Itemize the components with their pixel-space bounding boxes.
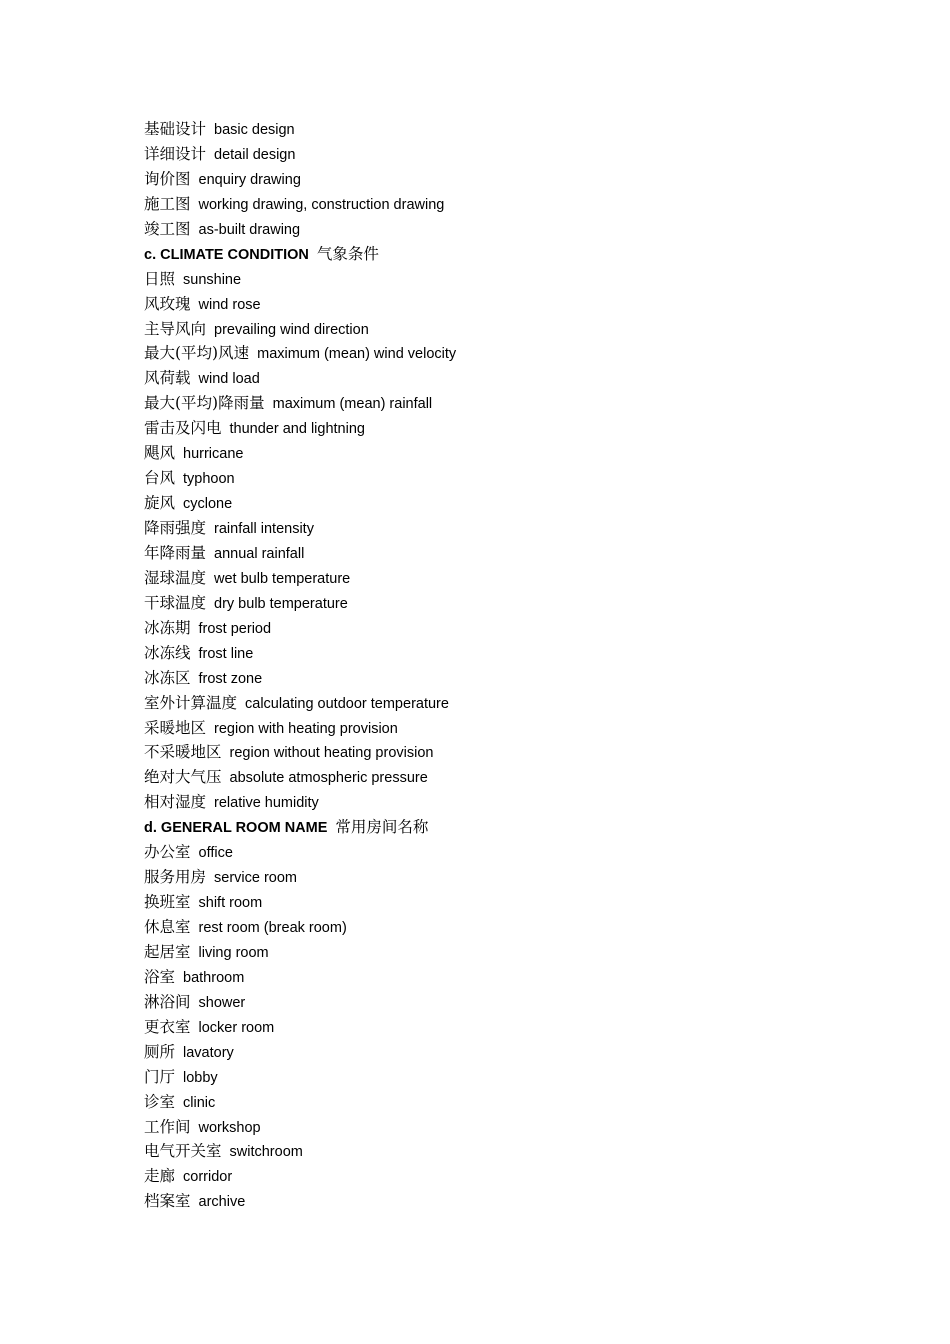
term-chinese: 淋浴间 [144,992,191,1011]
term-english: rainfall intensity [214,521,314,537]
glossary-entry [144,666,844,691]
term-english: frost period [198,620,272,637]
glossary-entry [144,217,844,242]
term-chinese: 最大(平均)风速 [144,344,250,363]
term-english: hurricane [183,446,244,463]
term-english: annual rainfall [214,545,305,562]
glossary-entry [144,341,844,366]
term-chinese: 冰冻期 [144,618,191,637]
glossary-entry [144,591,844,616]
term-english: shift room [198,895,263,912]
glossary-entry [144,1040,844,1065]
glossary-entry [144,267,844,292]
term-english: bathroom [183,969,245,986]
term-chinese: 风玫瑰 [144,294,191,313]
term-english: maximum (mean) rainfall [272,396,433,413]
term-chinese: 最大(平均)降雨量 [144,394,265,413]
glossary-entry [144,1115,844,1140]
term-chinese: 详细设计 [144,144,207,163]
glossary-entry [144,940,844,965]
term-english: shower [198,994,246,1011]
glossary-entry [144,1164,844,1189]
glossary-entry [144,566,844,591]
term-english: maximum (mean) wind velocity [257,346,457,363]
glossary-entry [144,516,844,541]
term-english: detail design [214,146,296,163]
term-chinese: 竣工图 [144,219,191,238]
term-english: thunder and lightning [229,421,365,438]
glossary-entry [144,840,844,865]
term-chinese: 起居室 [144,942,191,961]
term-chinese: 采暖地区 [144,718,207,737]
term-chinese: 厕所 [144,1042,176,1061]
glossary-entry [144,541,844,566]
term-english: as-built drawing [198,221,301,238]
glossary-entry [144,416,844,441]
glossary-entry [144,366,844,391]
term-chinese: 服务用房 [144,868,207,887]
term-chinese: 冰冻线 [144,643,191,662]
glossary-entry [144,1015,844,1040]
term-english: region without heating provision [229,745,434,762]
term-chinese: 休息室 [144,918,191,936]
term-chinese: 走廊 [144,1167,176,1186]
glossary-entry [144,317,844,342]
glossary-entry [144,1090,844,1115]
term-english: frost line [198,645,254,662]
term-english: basic design [214,122,295,138]
glossary-entry [144,1189,844,1214]
glossary-entry [144,1139,844,1164]
glossary-entry [144,990,844,1015]
glossary-entry [144,142,844,167]
glossary-entry [144,117,844,142]
glossary-entry [144,292,844,317]
term-english: frost zone [198,670,263,687]
term-chinese: 雷击及闪电 [144,419,222,438]
glossary-entry [144,965,844,990]
term-chinese: 降雨强度 [144,519,207,537]
glossary-entry [144,491,844,516]
term-english: cyclone [183,496,233,513]
section-heading [144,242,844,267]
glossary-entry [144,641,844,666]
glossary-entry [144,441,844,466]
term-chinese: 年降雨量 [144,543,207,562]
term-english: sunshine [183,271,242,288]
term-chinese: 冰冻区 [144,668,191,687]
term-english: working drawing, construction drawing [198,196,445,213]
term-english: archive [198,1194,246,1211]
term-chinese: 施工图 [144,194,191,213]
section-heading-english: d. GENERAL ROOM NAME [144,820,328,837]
term-english: absolute atmospheric pressure [229,770,428,787]
term-chinese: 工作间 [144,1117,191,1136]
term-english: workshop [198,1119,261,1136]
term-english: corridor [183,1169,233,1186]
term-english: lavatory [183,1044,234,1061]
section-heading-chinese: 气象条件 [316,244,379,263]
glossary-entry [144,765,844,790]
glossary-entry [144,740,844,765]
term-chinese: 旋风 [144,494,176,513]
term-chinese: 更衣室 [144,1017,191,1036]
term-chinese: 绝对大气压 [144,768,222,787]
term-english: switchroom [229,1144,303,1161]
glossary-entry [144,915,844,940]
term-chinese: 门厅 [144,1067,176,1086]
glossary-entry [144,1065,844,1090]
term-chinese: 不采暖地区 [144,743,222,762]
glossary-entry [144,616,844,641]
term-english: rest room (break room) [198,920,347,936]
glossary-entry [144,167,844,192]
term-english: calculating outdoor temperature [245,695,449,712]
glossary-entry [144,466,844,491]
glossary-entry [144,865,844,890]
term-english: relative humidity [214,795,319,812]
term-chinese: 风荷载 [144,369,191,388]
term-chinese: 档案室 [144,1192,191,1211]
glossary-entry [144,890,844,915]
section-heading [144,815,844,840]
term-english: wind rose [198,296,261,313]
term-chinese: 干球温度 [144,593,207,612]
term-english: wind load [198,371,260,388]
glossary-entry [144,192,844,217]
term-english: wet bulb temperature [214,570,351,587]
term-chinese: 主导风向 [144,319,207,338]
section-heading-english: c. CLIMATE CONDITION [144,246,309,263]
term-chinese: 询价图 [144,169,191,188]
glossary-entry [144,790,844,815]
term-chinese: 浴室 [144,967,176,986]
glossary-list [144,117,844,1214]
term-english: office [198,845,233,862]
term-chinese: 室外计算温度 [144,693,238,712]
term-english: region with heating provision [214,720,398,737]
term-chinese: 基础设计 [144,120,207,138]
term-english: clinic [183,1094,216,1111]
term-chinese: 诊室 [144,1092,176,1111]
term-chinese: 飓风 [144,444,176,463]
glossary-entry [144,391,844,416]
term-english: locker room [198,1019,275,1036]
term-chinese: 日照 [144,269,176,288]
term-english: living room [198,944,269,961]
term-chinese: 办公室 [144,843,191,862]
term-english: dry bulb temperature [214,595,348,612]
glossary-entry [144,716,844,741]
term-english: prevailing wind direction [214,321,369,338]
term-chinese: 台风 [144,469,176,488]
term-chinese: 换班室 [144,893,191,912]
glossary-entry [144,691,844,716]
section-heading-chinese: 常用房间名称 [335,818,429,837]
term-chinese: 电气开关室 [144,1142,222,1161]
term-chinese: 湿球温度 [144,568,207,587]
term-english: lobby [183,1069,218,1086]
term-english: typhoon [183,471,235,488]
term-english: service room [214,870,298,887]
term-english: enquiry drawing [198,171,301,188]
term-chinese: 相对湿度 [144,793,207,812]
